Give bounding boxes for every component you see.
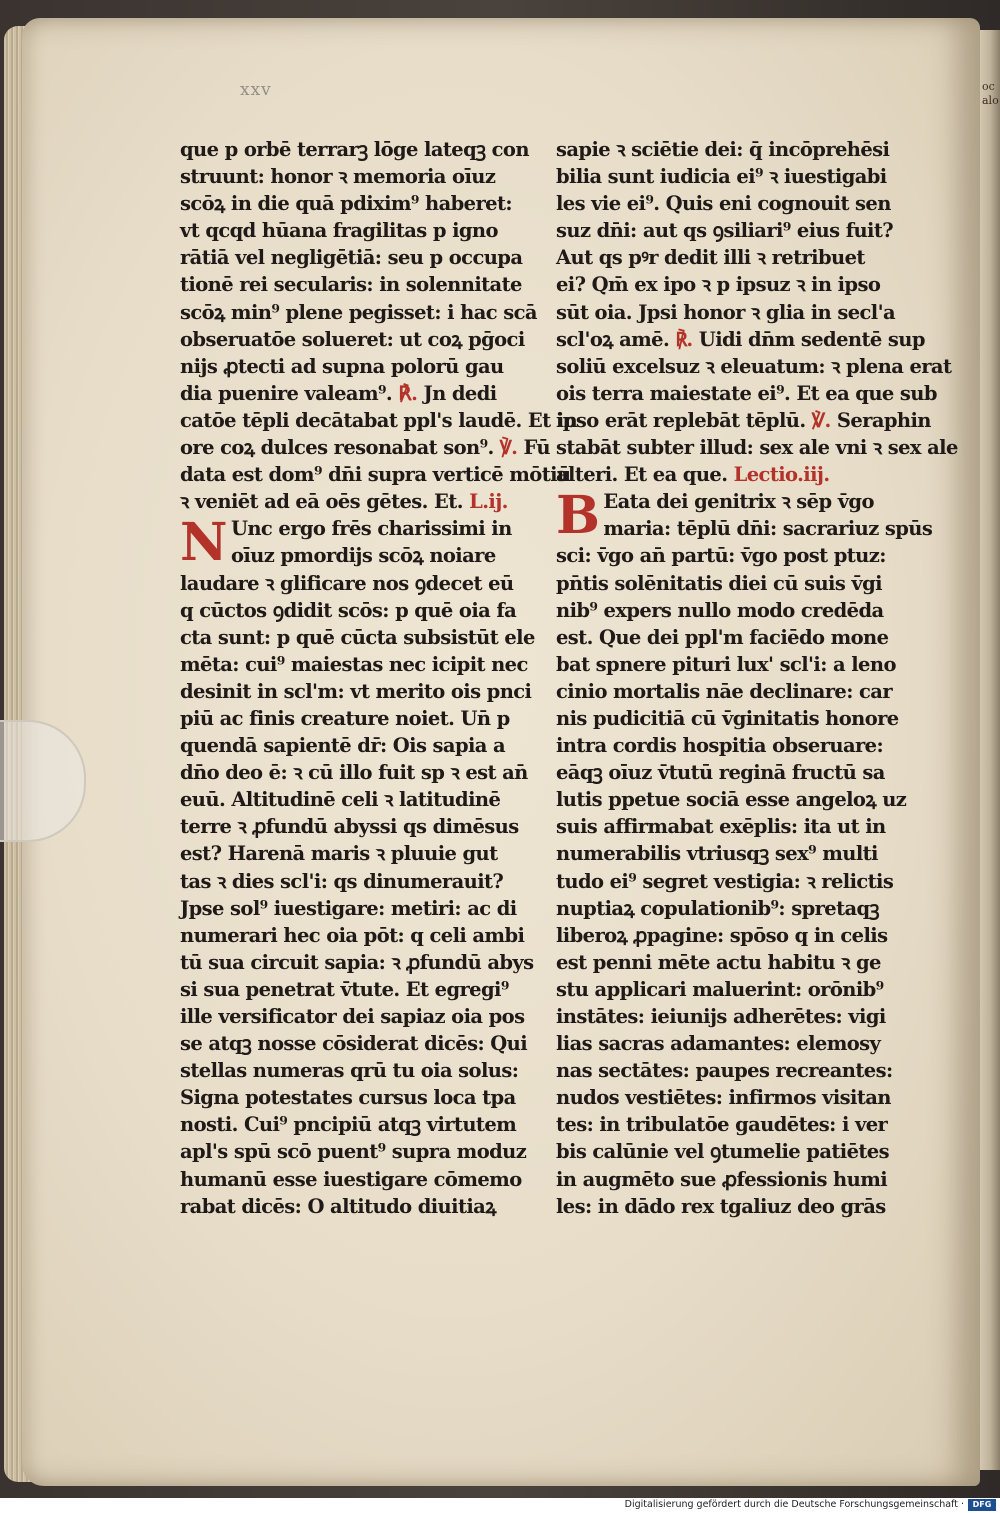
- text-line: bis calūnie vel ꝯtumelie patiētes: [556, 1140, 889, 1164]
- text-line: sci: v̄go an̄ partū: v̄go post ptuz:: [556, 544, 886, 568]
- text-line: piū ac finis creature noiet. Un̄ p: [180, 706, 510, 730]
- text-line: suz dn̄i: aut qs ꝯsiliari⁹ eius fuit?: [556, 219, 894, 243]
- text-line: lutis ppetue sociā esse angeloꝝ uz: [556, 788, 907, 812]
- text-line: euū. Altitudinē celi ꝛ latitudinē: [180, 788, 501, 812]
- paragraph: [556, 485, 933, 1220]
- text-line: Signa potestates cursus loca tpa: [180, 1086, 516, 1110]
- text-line: [556, 461, 914, 488]
- left-column: [180, 136, 578, 1220]
- text-line: [180, 488, 538, 515]
- text-line: les: in dādo rex tgaliuz deo grās: [556, 1194, 886, 1218]
- text-line: apl's spū scō puent⁹ supra moduz: [180, 1140, 527, 1164]
- versicle-mark: ℣.: [811, 408, 831, 432]
- drop-initial: B: [556, 485, 600, 547]
- text-line: les vie ei⁹. Quis eni cognouit sen: [556, 192, 891, 216]
- text-line: [180, 380, 538, 407]
- text-line: mēta: cui⁹ maiestas nec icipit nec: [180, 652, 528, 676]
- text-line: soliū excelsuz ꝛ eleuatum: ꝛ plena erat: [556, 354, 952, 378]
- text-line: quendā sapientē dr̄: Ois sapia a: [180, 734, 506, 758]
- text-line: nas sectātes: paupes recreantes:: [556, 1059, 893, 1083]
- responsory-mark: ℟.: [398, 381, 418, 405]
- text-segment: ore coꝝ dulces resonabat son⁹.: [180, 436, 494, 460]
- text-line: laudare ꝛ glificare nos ꝯdecet eū: [180, 571, 514, 595]
- right-column: [556, 136, 958, 1220]
- text-line: suis affirmabat exēplis: ita ut in: [556, 815, 886, 839]
- text-line: Aut qs pꝰr dedit illi ꝛ retribuet: [556, 246, 865, 270]
- text-line: numerari hec oia pōt: q celi ambi: [180, 923, 525, 947]
- text-line: se atqꝫ nosse cōsiderat dicēs: Qui: [180, 1032, 528, 1056]
- text-line: stellas numeras qrū tu oia solus:: [180, 1059, 519, 1083]
- text-line: que p orbē terrarꝫ lōge lateqꝫ con: [180, 138, 529, 161]
- text-line: tes: in tribulatōe gaudētes: i ver: [556, 1113, 888, 1137]
- text-segment: dia puenire valeam⁹.: [180, 381, 393, 405]
- text-line: rabat dicēs: O altitudo diuitiaꝝ: [180, 1194, 496, 1218]
- text-line: eāqꝫ oīuz v̄tutū reginā fructū sa: [556, 761, 885, 785]
- text-line: ei? Qm̄ ex ipo ꝛ p ipsuz ꝛ in ipso: [556, 273, 881, 297]
- text-line: struunt: honor ꝛ memoria oīuz: [180, 165, 496, 189]
- text-line: tas ꝛ dies scl'i: qs dinumerauit?: [180, 869, 504, 893]
- text-line: cta sunt: p quē cūcta subsistūt ele: [180, 625, 535, 649]
- text-segment: Seraphin: [836, 408, 931, 432]
- text-line: [180, 434, 551, 461]
- text-line: cinio mortalis nāe declinare: car: [556, 679, 892, 703]
- text-line: scōꝝ min⁹ plene pegisset: i hac scā: [180, 300, 537, 324]
- drop-initial: N: [180, 512, 227, 574]
- digitization-footer: [0, 1498, 1000, 1513]
- text-line: stabāt subter illud: sex ale vni ꝛ sex ale: [556, 436, 958, 460]
- text-segment: Uidi dn̄m sedentē sup: [698, 327, 925, 351]
- running-head: xxv: [240, 80, 272, 100]
- text-line: nis pudicitiā cū v̄ginitatis honore: [556, 706, 899, 730]
- text-segment: ꝛ veniēt ad eā oēs gētes. Et.: [180, 490, 463, 514]
- text-line: in augmēto sue ꝓfessionis humi: [556, 1167, 888, 1191]
- funding-credit: Digitalisierung gefördert durch die Deutsche Forschungsgemeinschaft ·: [624, 1499, 964, 1510]
- text-line: nib⁹ expers nullo modo credēda: [556, 598, 884, 622]
- dfg-logo-icon: DFG: [968, 1499, 996, 1511]
- facing-page-fragment: ocalo: [982, 80, 999, 107]
- text-line: rātiā vel negligētiā: seu p occupa: [180, 246, 523, 270]
- text-line: tionē rei secularis: in solennitate: [180, 273, 522, 297]
- text-line: nosti. Cui⁹ pncipiū atqꝫ virtutem: [180, 1113, 517, 1137]
- text-line: est. Que dei ppl'm faciēdo mone: [556, 625, 889, 649]
- text-line: intra cordis hospitia obseruare:: [556, 734, 884, 758]
- text-line: tū sua circuit sapia: ꝛ ꝓfundū abys: [180, 950, 534, 974]
- text-segment: scl'oꝝ amē.: [556, 327, 670, 351]
- text-line: obseruatōe solueret: ut coꝝ pḡoci: [180, 327, 525, 351]
- text-line: Jpse sol⁹ iuestigare: metiri: ac di: [180, 896, 517, 920]
- text-line: [556, 407, 931, 434]
- text-segment: Jn dedi: [423, 381, 497, 405]
- text-segment: Fū: [523, 436, 551, 460]
- lesson-mark: L.ij.: [469, 490, 508, 514]
- text-line: ille versificator dei sapiaz oia pos: [180, 1005, 525, 1028]
- text-line: oīuz pmordijs scōꝝ noiare: [230, 544, 496, 568]
- text-line: vt qcqd hūana fragilitas p igno: [180, 219, 498, 243]
- text-line: numerabilis vtriusqꝫ sex⁹ multi: [556, 842, 878, 866]
- text-line: instātes: ieiunijs adherētes: vigi: [556, 1005, 886, 1028]
- text-line: sūt oia. Jpsi honor ꝛ glia in secl'a: [556, 300, 895, 324]
- text-line: tudo ei⁹ segret vestigia: ꝛ relictis: [556, 869, 894, 893]
- text-line: liberoꝝ ꝓpagine: spōso q in celis: [556, 923, 888, 947]
- text-line: catōe tēpli decātabat ppl's laudē. Et in: [180, 408, 578, 432]
- text-line: q cūctos ꝯdidit scōs: p quē oia fa: [180, 598, 517, 622]
- text-line: desinit in scl'm: vt merito ois pnci: [180, 679, 532, 703]
- lesson-mark: Lectio.iij.: [733, 463, 830, 487]
- paragraph: [180, 512, 538, 1219]
- responsory-mark: ℟.: [675, 327, 693, 351]
- text-segment: ipso erāt replebāt tēplū.: [556, 408, 806, 432]
- text-line: humanū esse iuestigare cōmemo: [180, 1167, 522, 1191]
- text-segment: alteri. Et ea que.: [556, 463, 728, 487]
- text-line: pn̄tis solēnitatis diei cū suis v̄gi: [556, 571, 882, 595]
- text-line: si sua penetrat v̄tute. Et egregi⁹: [180, 977, 509, 1001]
- text-line: lias sacras adamantes: elemosy: [556, 1032, 881, 1056]
- text-line: dn̄o deo ē: ꝛ cū illo fuit sp ꝛ est an̄: [180, 761, 528, 785]
- text-line: bilia sunt iudicia ei⁹ ꝛ iuestigabi: [556, 165, 887, 189]
- text-line: data est dom⁹ dn̄i supra verticē mōtiū: [180, 463, 571, 487]
- text-line: Unc ergo frēs charissimi in: [230, 517, 512, 541]
- text-line: Eata dei genitrix ꝛ sēp v̄go: [603, 490, 874, 514]
- text-line: ois terra maiestate ei⁹. Et ea que sub: [556, 381, 937, 405]
- versicle-mark: ℣.: [499, 436, 518, 460]
- text-line: nuptiaꝝ copulationib⁹: spretaqꝫ: [556, 896, 879, 920]
- text-line: maria: tēplū dn̄i: sacrariuz spūs: [603, 517, 933, 541]
- text-line: est penni mēte actu habitu ꝛ ge: [556, 950, 881, 974]
- text-line: bat spnere pituri lux' scl'i: a leno: [556, 652, 896, 676]
- text-line: terre ꝛ ꝓfundū abyssi qs dimēsus: [180, 815, 519, 839]
- text-line: nijs ꝓtecti ad supna polorū gau: [180, 354, 504, 378]
- text-line: est? Harenā maris ꝛ pluuie gut: [180, 842, 498, 866]
- text-line: nudos vestiētes: infirmos visitan: [556, 1086, 891, 1110]
- text-line: scōꝝ in die quā pdixim⁹ haberet:: [180, 192, 512, 216]
- text-line: stu applicari maluerint: orōnib⁹: [556, 977, 884, 1001]
- text-line: sapie ꝛ sciētie dei: q̄ incōprehēsi: [556, 138, 890, 161]
- text-line: [556, 326, 925, 353]
